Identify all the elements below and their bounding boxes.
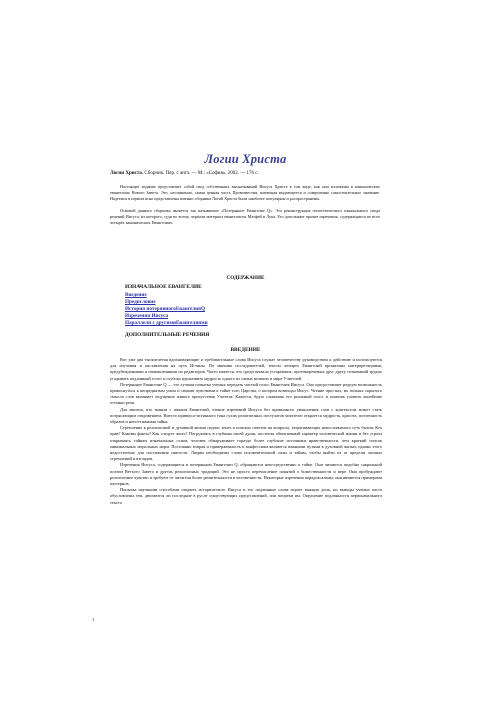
intro-paragraph-1: Вот уже два тысячелетия вдохновляющие и требовательные слова Иисуса служат человечеству руководством к действию и используются для изучения и наставления на путь Истины. По мнению исследователей, тексты четырех Евангелий пронизаны интерпретациями, предубеждениями и измышлениями их редакторов. Часто кажется, что среди шквала устаревших, противоречивых друг другу толкований трудно угадывать подлинный голос и глубоко вдохновить мудрость одного из самых великих в мире Учителей. <box>110 357 382 381</box>
toc-link-parallels[interactable]: Параллели с другимиЕвангелиями <box>125 320 208 326</box>
intro-paragraph-4: Стремление к религиозной и духовной жизни подчас тонет в поисках ответов на вопросы, затрагивающих непостижимого суть бытия: Кто прав? Каковы факты? Как следует жить? Погружаясь в глубины своей души, постигая объективный характер человеческой жизни и без страха открываясь тайнам изначальных основ, человек обнаруживает гораздо более глубокие источники нравственности, чем краткий список минимальных моральных норм. Постоянно взирая и приверженность к конфессиям являются важными путями к духовной жизни, однако этого недостаточно для постижения святости. Людям необходимы слова исключительной силы и тайны, чтобы выйти из за пределы личных стремлений и взглядов. <box>110 425 382 462</box>
toc-section-additional-sayings: ДОПОЛНИТЕЛЬНЫЕ РЕЧЕНИЯ <box>125 332 210 338</box>
toc-heading: СОДЕРЖАНИЕ <box>226 275 265 281</box>
bib-title: Логии Христа. <box>110 171 144 176</box>
toc-link-sayings[interactable]: Изречения Иисуса <box>125 313 169 319</box>
intro-paragraph-3: Для многих, кто знаком с языком Евангелий, чтение изречений Иисуса без привычного умышления слов с контекстом может стать потрясающим откровением. Вместо привкуса-истинного тона сухих религиозных постулатов читателю открается мудрость, красота, поэтичность образов и непостижимая тайна. <box>110 406 382 425</box>
book-title: Логии Христа <box>204 152 287 166</box>
intro-paragraph-5: Изречения Иисуса, содержащиеся в потерянном Евангелии Q, обращаются непосредственно к тайне. Они читаются подобно сакральной поэзии Ветхого Завета и других религиозных традиций. Это не просто перечисление понятий о божественности и вере. Они пробуждают религиозное чувство и требуют от читателя более решительности в человечности. Некоторые изречения парадоксальны; они являются примерами паттернов. <box>110 462 382 487</box>
abstract-paragraph-1: Настоящее издание представляет собой свод собственных высказываний Иисуса Христа в том виде, как они изложены в канонических евангелиях Нового Завета. Это, несомненно, самая ценная часть Провозвестия, имеющая выдающееся и совершенно самостоятельное значение. Надеемся в первом ясно представлены именно сборника Логий Христа были наиболее популярны и распространены. <box>110 184 380 201</box>
page-number: 1 <box>92 617 95 622</box>
bibliographic-line <box>110 171 259 177</box>
toc-link-introduction[interactable]: Введение <box>125 292 147 298</box>
toc-link-history[interactable]: История потерянногоЕвангелияQ <box>125 306 206 312</box>
intro-heading: ВВЕДЕНИЕ <box>230 347 261 353</box>
toc-link-preface[interactable]: Предисловие <box>125 299 156 305</box>
intro-body <box>110 357 382 506</box>
toc-section-original-gospel: ИЗНАЧАЛЬНОЕ ЕВАНГЕЛИЕ <box>125 284 202 290</box>
abstract-paragraph-2: Основой данного сборника является так называемое «Потерянное Евангелие Q». Эта реконструкция гипотетического изначального свода речений Иисуса, из которого, судя по всему, черпали материал евангелисты Матфей и Лука. Его дополняют прочие изречения, содержащиеся во всех четырёх канонических Евангелиях. <box>110 208 380 225</box>
intro-paragraph-2: Потерянное Евангелие Q — это лучшая попытка ученых передать чистый голос Евангелия Иисуса. Оно предоставляет редкую возможность прикоснуться к непреднятым умом и своими чувствами к тайне того Царства, о котором возвещал Иисус. Чтение простых, но полных скрытого смысла слов вызывает ощущение живого присутствия Учителя. Кажется, будто слышишь его реальный голос и можешь уловить малейшие оттенки речи. <box>110 381 382 406</box>
intro-paragraph-6: Попытка научными способами открыть исторического Иисуса и его подлинные слова играет важную роль, но выводы ученых часто обусловлены тем, двигаются ли последние в русле существующих представлений, или вопреки им. Ощущение подлинности первоначального текста <box>110 487 382 505</box>
bib-details: Сборник. Пер. с англ. — М.: «София», 2002. — 176 с. <box>144 171 259 176</box>
